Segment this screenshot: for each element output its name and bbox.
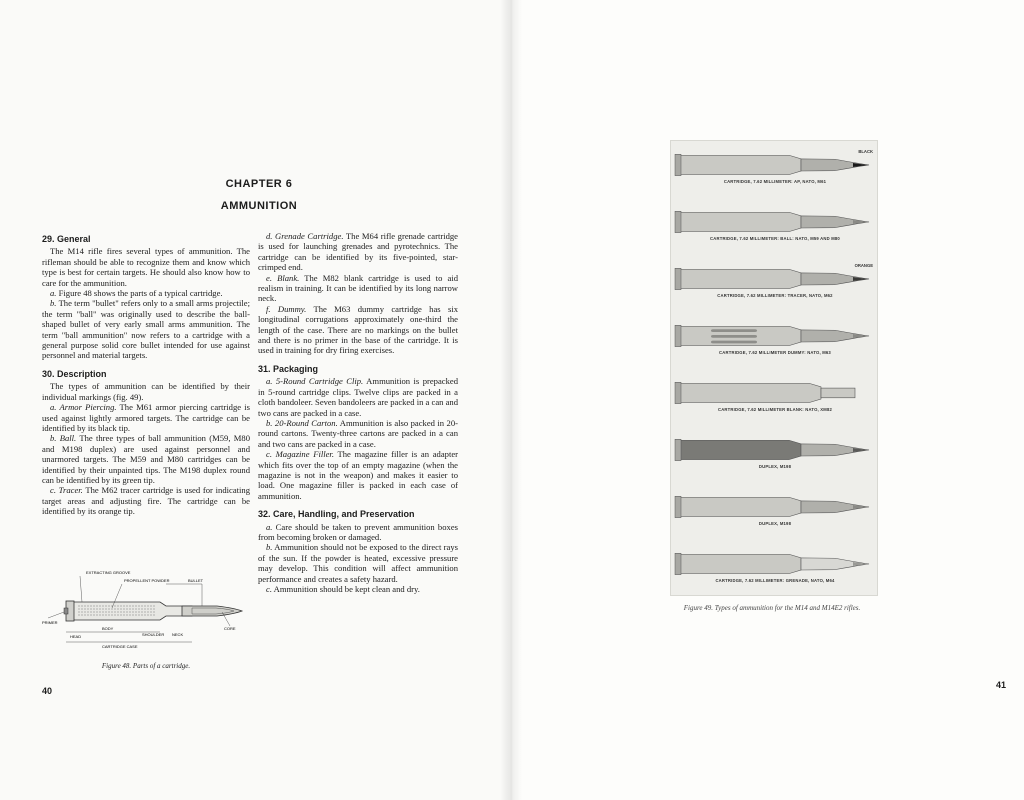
ammunition-photo bbox=[670, 140, 878, 596]
round-caption: CARTRIDGE, 7.62 MILLIMETER: GRENADE, NATO, M64 bbox=[715, 577, 835, 583]
paragraph-lead: c. Magazine Filler. bbox=[266, 449, 334, 460]
round-caption: CARTRIDGE, 7.62 MILLIMETER: BALL: NATO, M59 AND M80 bbox=[710, 235, 840, 241]
cartridge-image bbox=[671, 312, 879, 369]
paragraph-lead: c. Tracer. bbox=[50, 485, 83, 496]
label-extracting-groove: EXTRACTING GROOVE bbox=[86, 570, 131, 575]
right-text-column bbox=[258, 231, 458, 594]
paragraph-lead: a. bbox=[50, 288, 57, 299]
ammunition-round-7 bbox=[671, 483, 879, 540]
round-caption: CARTRIDGE, 7.62 MILLIMETER DUMMY: NATO, M63 bbox=[719, 349, 831, 355]
body-paragraph bbox=[258, 231, 458, 273]
cartridge-case-shape bbox=[679, 212, 801, 231]
body-paragraph bbox=[258, 542, 458, 584]
paragraph-lead: b. 20-Round Carton. bbox=[266, 417, 338, 428]
corrugation-shape bbox=[711, 341, 757, 344]
round-caption: CARTRIDGE, 7.62 MILLIMETER BLANK: NATO, XM82 bbox=[717, 406, 833, 412]
tip-color-label: BLACK bbox=[858, 149, 873, 155]
book-gutter bbox=[500, 0, 522, 800]
body-paragraph bbox=[258, 418, 458, 449]
body-paragraph bbox=[42, 381, 250, 402]
cartridge-rim-shape bbox=[675, 496, 681, 517]
cartridge-case-shape bbox=[679, 554, 801, 573]
round-caption: CARTRIDGE, 7.62 MILLIMETER: AP, NATO, M61 bbox=[723, 178, 827, 184]
cartridge-image bbox=[671, 255, 879, 312]
paragraph-text: Ammunition should be kept clean and dry. bbox=[273, 584, 420, 594]
body-paragraph bbox=[42, 288, 250, 298]
paragraph-text: The M64 rifle grenade cartridge is used for launching grenades and pyrotechnics. The cartridge can be identified by its five-pointed, star-crimped end. bbox=[258, 231, 458, 273]
label-bullet: BULLET bbox=[188, 578, 204, 583]
paragraph-text: Ammunition is prepacked in 5-round cartridge clips. Twelve clips are packed in a cloth bandoleer. Seven bandoleers are packed in a can and two cans are packed in a case. bbox=[258, 376, 459, 418]
ammunition-round-2 bbox=[671, 198, 879, 255]
section-heading: 30. Description bbox=[42, 368, 107, 379]
paragraph-text: The M63 dummy cartridge has six longitudinal corrugations approximately one-third the length of the case. There are no markings on the bullet and there is no primer in the base of the cartridge. It is used in training for dry firing exercises. bbox=[258, 303, 459, 356]
ammunition-round-4 bbox=[671, 312, 879, 369]
cartridge-image bbox=[671, 369, 879, 426]
blank-neck-shape bbox=[821, 388, 855, 398]
chapter-title: AMMUNITION bbox=[220, 200, 298, 212]
body-paragraph bbox=[42, 402, 250, 433]
cartridge-image bbox=[671, 141, 879, 198]
paragraph-text: Figure 48 shows the parts of a typical cartridge. bbox=[58, 288, 223, 299]
body-paragraph bbox=[42, 433, 250, 485]
paragraph-lead: b. bbox=[266, 542, 273, 553]
corrugation-shape bbox=[711, 335, 757, 338]
label-body: BODY bbox=[102, 626, 114, 631]
paragraph-lead: f. Dummy. bbox=[266, 303, 307, 314]
page-number-left: 40 bbox=[42, 686, 53, 696]
cartridge-case-shape bbox=[679, 269, 801, 288]
body-paragraph bbox=[42, 246, 250, 288]
cartridge-diagram bbox=[42, 566, 250, 656]
round-caption: DUPLEX, M198 bbox=[758, 520, 792, 526]
page-number-right: 41 bbox=[996, 680, 1007, 690]
cartridge-case-shape bbox=[679, 497, 801, 516]
paragraph-text: Ammunition should not be exposed to the direct rays of the sun. If the powder is heated, excessive pressure may develop. This condition will affect ammunition performance and creates a safety hazard. bbox=[258, 542, 458, 584]
label-primer: PRIMER bbox=[42, 620, 58, 625]
label-neck: NECK bbox=[172, 632, 184, 637]
paragraph-text: Ammunition is also packed in 20-round cartons. Twenty-three cartons are packed in a can and two cans are packed in a case. bbox=[258, 417, 458, 449]
paragraph-lead: b. bbox=[50, 298, 57, 309]
body-paragraph bbox=[258, 376, 458, 418]
label-propellent-powder: PROPELLENT POWDER bbox=[124, 578, 170, 583]
label-cartridge-case: CARTRIDGE CASE bbox=[102, 644, 138, 649]
body-paragraph bbox=[258, 304, 458, 356]
paragraph-text: The M62 tracer cartridge is used for indicating target areas and adjusting fire. The cartridge can be identified by its orange tip. bbox=[42, 485, 250, 517]
section-heading: 32. Care, Handling, and Preservation bbox=[258, 509, 415, 520]
section-heading: 29. General bbox=[42, 234, 91, 244]
body-paragraph bbox=[258, 584, 458, 594]
cartridge-image bbox=[671, 540, 879, 597]
figure-49-caption: Figure 49. Types of ammunition for the M14 and M14E2 rifles. bbox=[683, 604, 861, 612]
cartridge-case-shape bbox=[679, 383, 821, 402]
cartridge-image bbox=[671, 426, 879, 483]
round-caption: DUPLEX, M198 bbox=[758, 463, 792, 469]
paragraph-text: The M61 armor piercing cartridge is used against lightly armored targets. The cartridge can be identified by its black tip. bbox=[42, 402, 250, 433]
round-caption: CARTRIDGE, 7.62 MILLIMETER: TRACER, NATO, M62 bbox=[717, 292, 833, 298]
paragraph-lead: a. 5-Round Cartridge Clip. bbox=[266, 376, 364, 387]
cartridge-case-shape bbox=[679, 155, 801, 174]
body-paragraph bbox=[258, 449, 458, 501]
corrugation-shape bbox=[711, 329, 757, 332]
cartridge-image bbox=[671, 483, 879, 540]
paragraph-text: The three types of ball ammunition (M59, M80 and M198 duplex) are used against personnel and unarmored targets. The M59 and M80 cartridges can be identified by their unpainted tips. The M198 duplex round can be identified by its green tip. bbox=[42, 433, 250, 485]
ammunition-round-3 bbox=[671, 255, 879, 312]
tip-color-label: ORANGE bbox=[854, 263, 873, 269]
ammunition-round-8 bbox=[671, 540, 879, 597]
cartridge-rim-shape bbox=[675, 439, 681, 460]
label-core: CORE bbox=[224, 626, 236, 631]
ammunition-round-6 bbox=[671, 426, 879, 483]
cartridge-rim-shape bbox=[675, 211, 681, 232]
paragraph-lead: a. bbox=[266, 521, 273, 532]
paragraph-text: Care should be taken to prevent ammunition boxes from becoming broken or damaged. bbox=[258, 521, 458, 542]
paragraph-text: The magazine filler is an adapter which fits over the top of an empty magazine (when the magazine is not in the weapon) and makes it easier to load. One magazine filler is packed in each case of ammunition. bbox=[258, 449, 459, 501]
body-paragraph bbox=[258, 273, 458, 304]
cartridge-rim-shape bbox=[675, 553, 681, 574]
chapter-number: CHAPTER 6 bbox=[225, 178, 293, 190]
label-shoulder: SHOULDER bbox=[142, 632, 165, 637]
paragraph-text: The M82 blank cartridge is used to aid realism in training. It can be identified by its long narrow neck. bbox=[258, 272, 458, 304]
cartridge-rim-shape bbox=[675, 268, 681, 289]
cartridge-rim-shape bbox=[675, 325, 681, 346]
paragraph-lead: e. Blank. bbox=[266, 272, 300, 283]
left-text-column bbox=[42, 234, 250, 517]
cartridge-case-shape bbox=[679, 440, 801, 459]
ammunition-round-1 bbox=[671, 141, 879, 198]
body-paragraph bbox=[42, 485, 250, 516]
paragraph-text: The term "bullet" refers only to a small arms projectile; the term "ball" was originally used to describe the ball-shaped bullet of very early small arms ammunition. The term "ball ammunition" now refers to a cartridge with a general purpose solid core bullet intended for use against personnel and material targets. bbox=[42, 298, 251, 361]
cartridge-image bbox=[671, 198, 879, 255]
paragraph-lead: a. Armor Piercing. bbox=[50, 402, 117, 413]
body-paragraph bbox=[258, 522, 458, 543]
ammunition-round-5 bbox=[671, 369, 879, 426]
paragraph-lead: c. bbox=[266, 584, 272, 594]
figure-48-caption: Figure 48. Parts of a cartridge. bbox=[101, 662, 191, 670]
label-head: HEAD bbox=[70, 634, 82, 639]
body-paragraph bbox=[42, 298, 250, 360]
section-heading: 31. Packaging bbox=[258, 363, 319, 374]
paragraph-lead: b. Ball. bbox=[50, 433, 77, 444]
paragraph-text: The types of ammunition can be identified by their individual markings (fig. 49). bbox=[42, 381, 250, 402]
cartridge-rim-shape bbox=[675, 154, 681, 175]
paragraph-text: The M14 rifle fires several types of ammunition. The rifleman should be able to recognize them and know which type is best for certain targets. He should also know how to care for the ammunition. bbox=[42, 246, 250, 288]
cartridge-rim-shape bbox=[675, 382, 681, 403]
paragraph-lead: d. Grenade Cartridge. bbox=[266, 231, 344, 241]
